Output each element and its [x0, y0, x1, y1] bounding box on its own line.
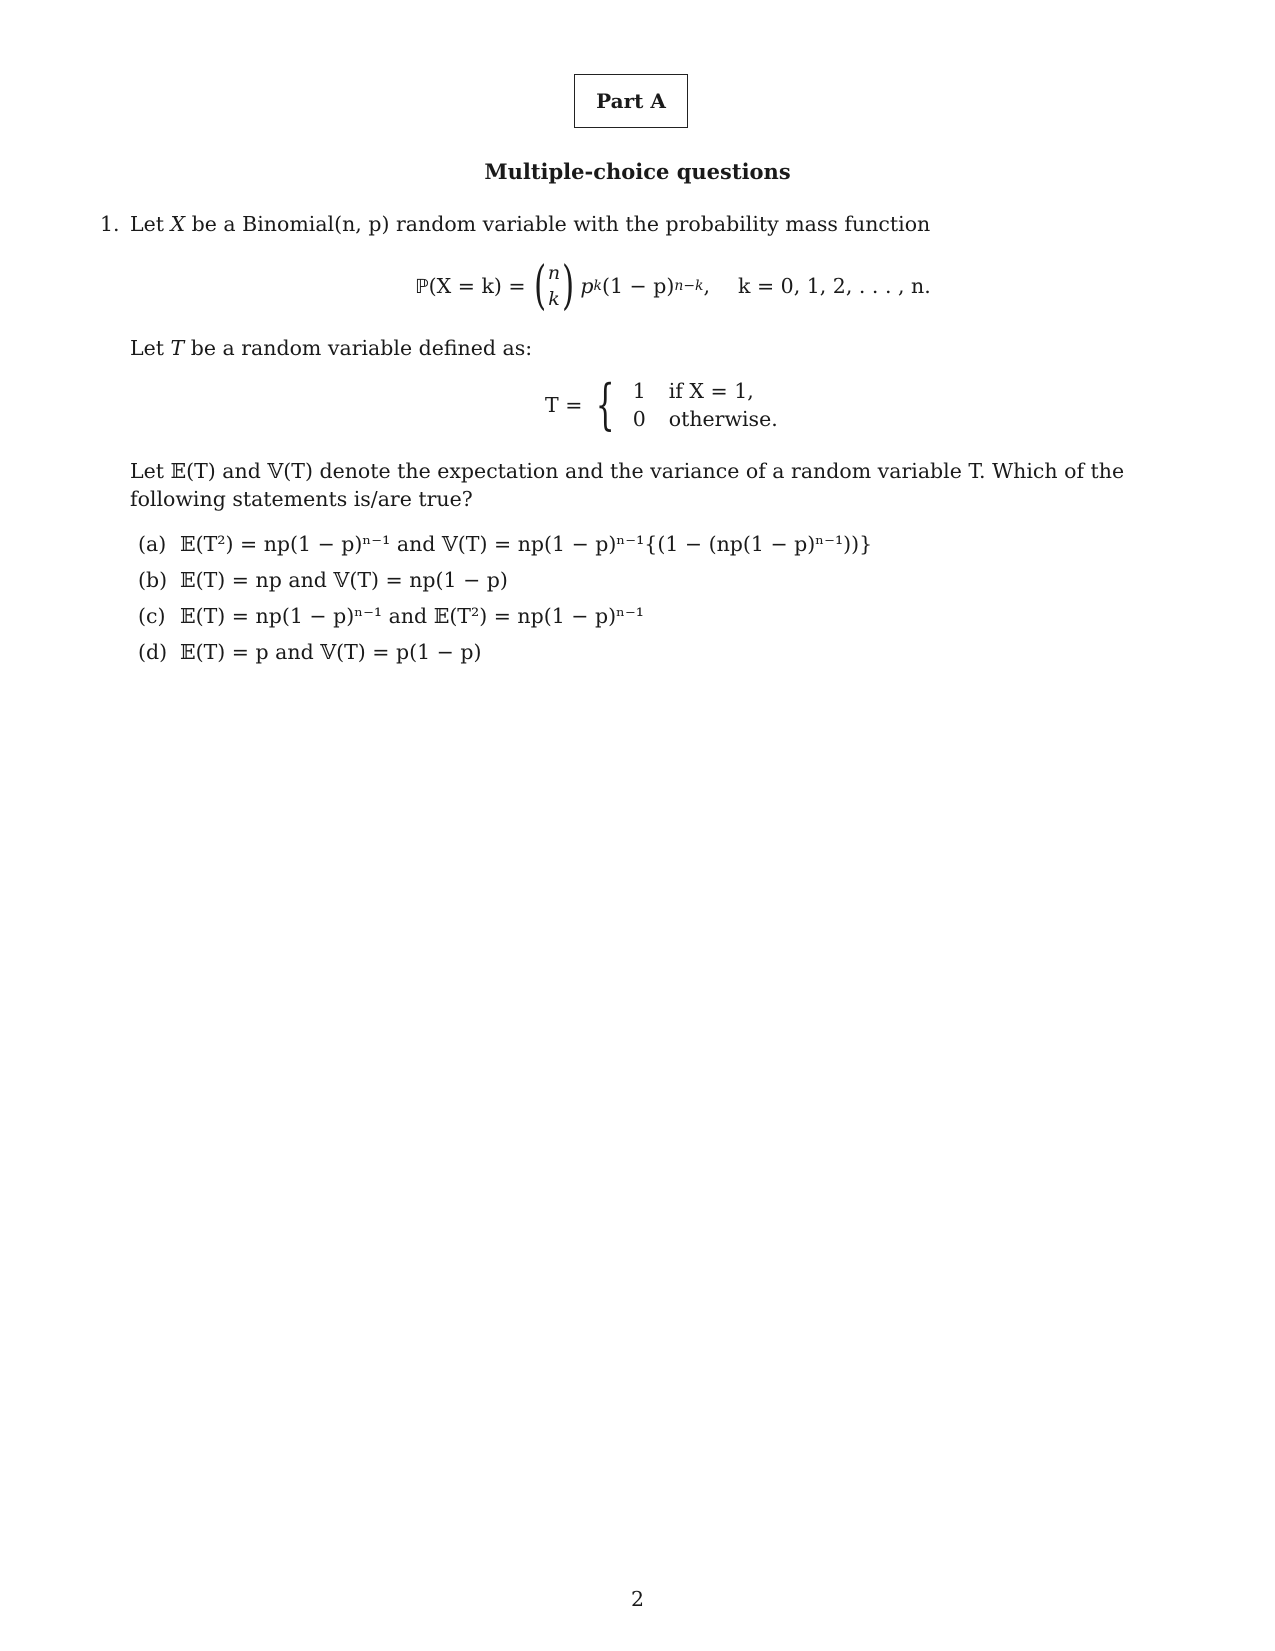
pmf-equation [415, 256, 931, 316]
pmf-lhs: (X = k) = [428, 274, 526, 298]
probability-symbol: ℙ [415, 274, 429, 298]
option-a[interactable] [138, 532, 872, 556]
option-d-text: 𝔼(T) = p and 𝕍(T) = p(1 − p) [180, 640, 482, 664]
question-body [130, 457, 1200, 513]
option-b-label: (b) [138, 568, 168, 592]
t-definition [545, 373, 778, 436]
definition-intro [130, 336, 532, 360]
option-c[interactable] [138, 604, 644, 628]
def-var: T [170, 336, 185, 360]
section-title: Multiple-choice questions [484, 159, 791, 184]
pmf-q-exponent: n−k [674, 278, 704, 294]
option-b[interactable] [138, 568, 508, 592]
option-c-label: (c) [138, 604, 166, 628]
option-a-text: 𝔼(T²) = np(1 − p)ⁿ⁻¹ and 𝕍(T) = np(1 − p)ⁿ⁻¹{(1 − (np(1 − p)ⁿ⁻¹))} [180, 532, 873, 556]
case2-condition: otherwise. [668, 407, 778, 431]
part-heading-box [574, 74, 688, 128]
intro-var: X [170, 212, 186, 236]
question-number: 1. [100, 212, 120, 236]
left-brace: { [596, 373, 616, 436]
t-lhs: T = [545, 393, 583, 417]
option-d[interactable] [138, 640, 481, 664]
def-pre: Let [130, 336, 164, 360]
binom-bottom: k [548, 288, 560, 310]
binomial-coefficient: ( n k ) [533, 256, 575, 316]
case2-value: 0 [632, 407, 646, 431]
part-heading: Part A [596, 89, 666, 113]
option-b-text: 𝔼(T) = np and 𝕍(T) = np(1 − p) [180, 568, 508, 592]
intro-pre: Let [130, 212, 164, 236]
option-a-label: (a) [138, 532, 167, 556]
pmf-q: (1 − p) [602, 274, 675, 298]
binom-top: n [547, 262, 561, 284]
question-intro [130, 212, 930, 236]
option-d-label: (d) [138, 640, 168, 664]
pmf-p-exponent: k [593, 278, 602, 294]
case1-value: 1 [632, 379, 646, 403]
cases [633, 378, 778, 432]
case1-condition: if X = 1, [668, 379, 754, 403]
option-c-text: 𝔼(T) = np(1 − p)ⁿ⁻¹ and 𝔼(T²) = np(1 − p)ⁿ⁻¹ [180, 604, 645, 628]
question-body-prefix: Let 𝔼 [130, 459, 187, 483]
pmf-support: k = 0, 1, 2, . . . , n. [738, 274, 931, 298]
question-body-text: (T) and 𝕍(T) denote the expectation and the variance of a random variable T. Which of the following statements is/are true? [130, 459, 1125, 511]
pmf-comma: , [703, 274, 711, 298]
intro-post: be a Binomial(n, p) random variable with the probability mass function [191, 212, 931, 236]
pmf-p: p [580, 274, 594, 298]
page-number: 2 [630, 1587, 645, 1611]
def-post: be a random variable defined as: [190, 336, 533, 360]
